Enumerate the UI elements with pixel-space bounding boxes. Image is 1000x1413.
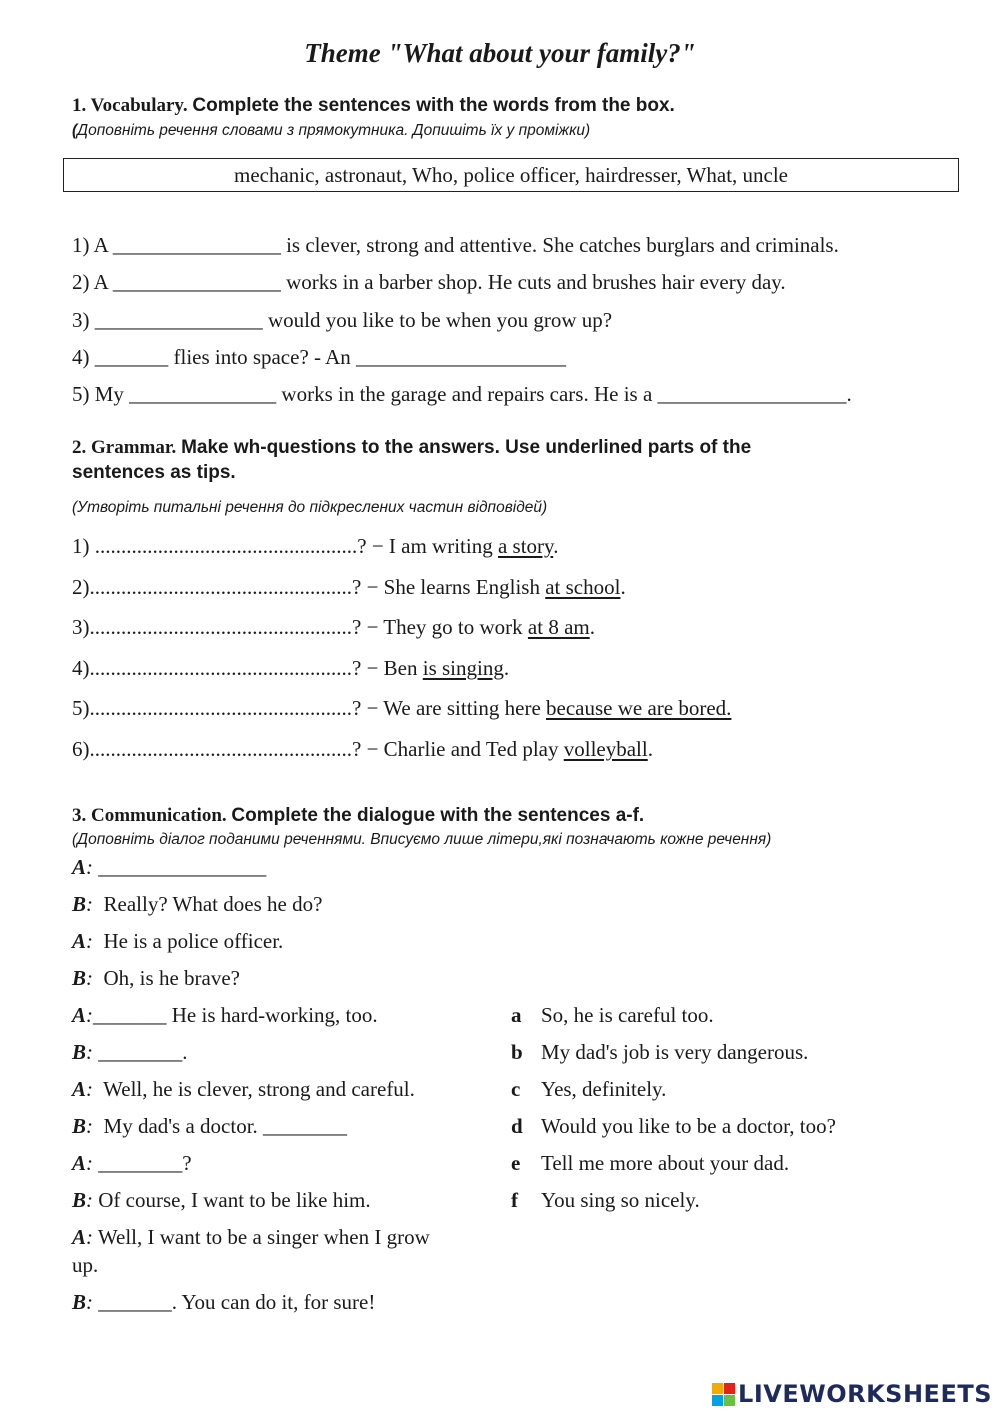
speaker-label: A bbox=[72, 929, 87, 953]
option-letter: b bbox=[511, 1040, 523, 1064]
dialogue-text: Of course, I want to be like him. bbox=[93, 1188, 371, 1212]
dialogue-text: ________? bbox=[93, 1151, 192, 1175]
dialogue-line-3: A: He is a police officer. bbox=[72, 929, 284, 953]
speaker-label: B bbox=[72, 1188, 87, 1212]
section1-heading-text: Complete the sentences with the words from the box. bbox=[192, 95, 675, 116]
dialogue-line-7: A: Well, he is clever, strong and careful. bbox=[72, 1077, 415, 1101]
option-text: Tell me more about your dad. bbox=[541, 1151, 790, 1175]
section1-note bbox=[72, 122, 590, 140]
section2-heading-cont bbox=[72, 462, 236, 484]
option-letter: c bbox=[511, 1077, 521, 1101]
dialogue-text: Well, he is clever, strong and careful. bbox=[93, 1077, 415, 1101]
grammar-item-6-suffix: . bbox=[647, 737, 653, 761]
vocab-sentence-4[interactable]: 4) _______ flies into space? - An ____________________ bbox=[72, 345, 567, 369]
dialogue-text: He is a police officer. bbox=[93, 929, 284, 953]
speaker-label: B bbox=[72, 1040, 87, 1064]
grammar-item-2-text: 2)..................................................? − She learns English bbox=[72, 575, 546, 599]
option-letter: a bbox=[511, 1003, 522, 1027]
speaker-label: B bbox=[72, 966, 87, 990]
dialogue-line-9[interactable]: A: ________? bbox=[72, 1151, 192, 1175]
section2-number: 2. Grammar. bbox=[72, 437, 177, 458]
speaker-label: B bbox=[72, 1290, 87, 1314]
dialogue-line-11: A: Well, I want to be a singer when I grow bbox=[72, 1225, 430, 1249]
section2-heading-text: Make wh-questions to the answers. Use underlined parts of the bbox=[181, 437, 752, 458]
option-d bbox=[511, 1114, 836, 1139]
grammar-item-4-suffix: . bbox=[503, 656, 510, 680]
option-text: Yes, definitely. bbox=[541, 1077, 667, 1101]
dialogue-text: Really? What does he do? bbox=[93, 892, 323, 916]
logo-text: LIVEWORKSHEETS bbox=[738, 1380, 992, 1408]
grammar-item-1-underlined: a story bbox=[497, 534, 554, 558]
dialogue-line-6[interactable]: B: ________. bbox=[72, 1040, 188, 1064]
dialogue-text: ________________ bbox=[93, 855, 267, 879]
dialogue-line-12[interactable]: B: _______. You can do it, for sure! bbox=[72, 1290, 376, 1314]
option-b bbox=[511, 1040, 808, 1065]
section3-note: (Доповніть діалог поданими реченнями. Вписуємо лише літери,які позначають кожне речення) bbox=[72, 831, 772, 848]
dialogue-line-2: B: Really? What does he do? bbox=[72, 892, 323, 916]
section1-note-text: Доповніть речення словами з прямокутника. Допишіть їх у проміжки) bbox=[77, 122, 591, 139]
dialogue-text: _______ He is hard-working, too. bbox=[93, 1003, 378, 1027]
speaker-label: A bbox=[72, 1003, 87, 1027]
section2-heading bbox=[72, 437, 751, 459]
grammar-item-3-underlined: at 8 am bbox=[527, 615, 590, 639]
section2-heading-text-2: sentences as tips. bbox=[72, 462, 236, 483]
vocab-sentence-5[interactable]: 5) My ______________ works in the garage and repairs cars. He is a __________________. bbox=[72, 382, 852, 406]
option-a bbox=[511, 1003, 714, 1028]
vocab-sentence-2[interactable]: 2) A ________________ works in a barber shop. He cuts and brushes hair every day. bbox=[72, 270, 786, 294]
speaker-label: A bbox=[72, 855, 87, 879]
dialogue-line-5[interactable]: A:_______ He is hard-working, too. bbox=[72, 1003, 378, 1027]
dialogue-line-10: B: Of course, I want to be like him. bbox=[72, 1188, 371, 1212]
section3-number: 3. Communication. bbox=[72, 805, 227, 826]
logo-square-icon bbox=[712, 1383, 723, 1394]
grammar-item-2-underlined: at school bbox=[545, 575, 621, 599]
grammar-item-3[interactable] bbox=[72, 615, 595, 640]
dialogue-line-8[interactable]: B: My dad's a doctor. ________ bbox=[72, 1114, 348, 1138]
grammar-item-6[interactable] bbox=[72, 737, 653, 762]
option-text: So, he is careful too. bbox=[541, 1003, 714, 1027]
dialogue-line-1[interactable]: A: ________________ bbox=[72, 855, 267, 879]
grammar-item-1[interactable] bbox=[72, 534, 558, 559]
dialogue-text: Oh, is he brave? bbox=[93, 966, 240, 990]
liveworksheets-logo[interactable] bbox=[712, 1380, 992, 1408]
option-c bbox=[511, 1077, 666, 1102]
logo-square-icon bbox=[712, 1395, 723, 1406]
dialogue-line-11-cont: up. bbox=[72, 1253, 99, 1277]
grammar-item-4-text: 4)..................................................? − Ben bbox=[72, 656, 423, 680]
speaker-label: B bbox=[72, 1114, 87, 1138]
dialogue-text: Well, I want to be a singer when I grow bbox=[93, 1225, 430, 1249]
option-letter: f bbox=[511, 1188, 518, 1212]
section1-number: 1. Vocabulary. bbox=[72, 95, 188, 116]
page-title: Theme "What about your family?" bbox=[304, 38, 696, 68]
grammar-item-4-underlined: is singing bbox=[422, 656, 504, 680]
option-e bbox=[511, 1151, 789, 1176]
option-letter: d bbox=[511, 1114, 523, 1138]
grammar-item-3-suffix: . bbox=[589, 615, 595, 639]
dialogue-text: ________. bbox=[93, 1040, 188, 1064]
grammar-item-3-text: 3)..................................................? − They go to work bbox=[72, 615, 528, 639]
grammar-item-2[interactable] bbox=[72, 575, 626, 600]
dialogue-text: _______. You can do it, for sure! bbox=[93, 1290, 376, 1314]
option-letter: e bbox=[511, 1151, 521, 1175]
speaker-label: A bbox=[72, 1151, 87, 1175]
dialogue-line-4: B: Oh, is he brave? bbox=[72, 966, 240, 990]
section3-heading-text: Complete the dialogue with the sentences a-f. bbox=[231, 805, 645, 826]
speaker-label: A bbox=[72, 1077, 87, 1101]
grammar-item-6-underlined: volleyball bbox=[563, 737, 648, 761]
vocab-sentence-1[interactable]: 1) A ________________ is clever, strong and attentive. She catches burglars and criminals. bbox=[72, 233, 839, 257]
grammar-item-2-suffix: . bbox=[620, 575, 626, 599]
section1-note-paren: ( bbox=[72, 122, 78, 139]
option-text: Would you like to be a doctor, too? bbox=[541, 1114, 836, 1138]
option-text: You sing so nicely. bbox=[541, 1188, 700, 1212]
word-box: mechanic, astronaut, Who, police officer, hairdresser, What, uncle bbox=[63, 158, 959, 192]
option-text: My dad's job is very dangerous. bbox=[541, 1040, 809, 1064]
logo-square-icon bbox=[724, 1383, 735, 1394]
grammar-item-1-text: 1) ..................................................? − I am writing bbox=[72, 534, 498, 558]
grammar-item-4[interactable] bbox=[72, 656, 509, 681]
grammar-item-1-suffix: . bbox=[553, 534, 559, 558]
dialogue-text: My dad's a doctor. ________ bbox=[93, 1114, 348, 1138]
grammar-item-5[interactable] bbox=[72, 696, 731, 721]
section3-heading bbox=[72, 805, 644, 827]
grammar-item-5-text: 5)..................................................? − We are sitting here bbox=[72, 696, 547, 720]
speaker-label: A bbox=[72, 1225, 87, 1249]
grammar-item-6-text: 6)..................................................? − Charlie and Ted play bbox=[72, 737, 564, 761]
option-f bbox=[511, 1188, 700, 1213]
section1-heading bbox=[72, 95, 675, 117]
logo-grid-icon bbox=[712, 1383, 735, 1406]
section2-note: (Утворіть питальні речення до підкреслених частин відповідей) bbox=[72, 499, 548, 516]
grammar-item-5-underlined: because we are bored. bbox=[546, 696, 732, 720]
logo-square-icon bbox=[724, 1395, 735, 1406]
vocab-sentence-3[interactable]: 3) ________________ would you like to be when you grow up? bbox=[72, 308, 613, 332]
speaker-label: B bbox=[72, 892, 87, 916]
